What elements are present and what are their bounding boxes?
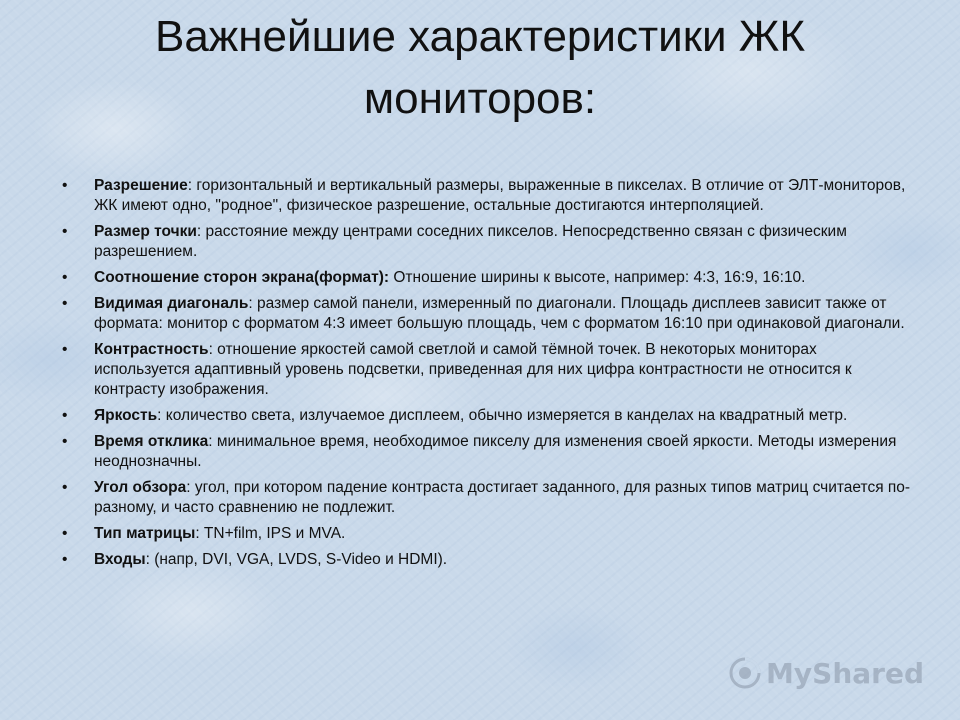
watermark-text: MyShared xyxy=(766,656,924,690)
bullet-item-contrast xyxy=(62,340,912,400)
bullet-term: Размер точки xyxy=(94,223,197,240)
watermark xyxy=(728,656,924,690)
bullet-text: : размер самой панели, измеренный по диагонали. Площадь дисплеев зависит также от формата: монитор с форматом 4:3 имеет большую площадь, чем с форматом 16:10 при одинаковой диагонали. xyxy=(94,295,905,332)
bullet-term: Яркость xyxy=(94,407,158,424)
bullet-term: Входы xyxy=(94,551,146,568)
bullet-text: : TN+film, IPS и MVA. xyxy=(195,525,346,542)
bullet-text: : горизонтальный и вертикальный размеры, выраженные в пикселах. В отличие от ЭЛТ-мониторов, ЖК имеют одно, "родное", физическое разрешение, остальные достигаются интерполяцией. xyxy=(94,177,906,214)
bullet-icon: • xyxy=(62,407,68,424)
bullet-text: : минимальное время, необходимое пикселу для изменения своей яркости. Методы измерения неоднозначны. xyxy=(94,433,897,470)
bullet-icon: • xyxy=(62,223,68,240)
bullet-item-brightness xyxy=(62,406,912,426)
bullet-term: Соотношение сторон экрана(формат): xyxy=(94,269,390,286)
bullet-item-viewing-angle xyxy=(62,478,912,518)
bullet-icon: • xyxy=(62,341,68,358)
bullet-item-aspect-ratio xyxy=(62,268,912,288)
bullet-term: Тип матрицы xyxy=(94,525,196,542)
bullet-item-matrix-type xyxy=(62,524,912,544)
bullet-text: : расстояние между центрами соседних пикселов. Непосредственно связан с физическим разрешением. xyxy=(94,223,847,260)
bullet-text: Отношение ширины к высоте, например: 4:3, 16:9, 16:10. xyxy=(389,269,806,286)
bullet-item-response-time xyxy=(62,432,912,472)
bullet-item-resolution xyxy=(62,176,912,216)
bullet-text: : (напр, DVI, VGA, LVDS, S-Video и HDMI). xyxy=(145,551,448,568)
bullet-icon: • xyxy=(62,433,68,450)
bullet-term: Контрастность xyxy=(94,341,209,358)
bullet-icon: • xyxy=(62,177,68,194)
myshared-logo-icon xyxy=(728,656,762,690)
bullet-term: Видимая диагональ xyxy=(94,295,249,312)
bullet-icon: • xyxy=(62,525,68,542)
bullet-text: : количество света, излучаемое дисплеем, обычно измеряется в канделах на квадратный метр. xyxy=(157,407,848,424)
bullet-term: Угол обзора xyxy=(94,479,187,496)
bullet-text: : угол, при котором падение контраста достигает заданного, для разных типов матриц считается по-разному, и часто сравнению не подлежит. xyxy=(94,479,911,516)
bullet-icon: • xyxy=(62,269,68,286)
bullet-term: Разрешение xyxy=(94,177,188,194)
bullet-item-dot-pitch xyxy=(62,222,912,262)
bullet-item-diagonal xyxy=(62,294,912,334)
bullet-term: Время отклика xyxy=(94,433,209,450)
bullet-icon: • xyxy=(62,551,68,568)
bullet-item-inputs xyxy=(62,550,912,570)
bullet-list xyxy=(62,176,912,576)
bullet-icon: • xyxy=(62,479,68,496)
bullet-text: : отношение яркостей самой светлой и самой тёмной точек. В некоторых мониторах используется адаптивный уровень подсветки, приведенная для них цифра контрастности не относится к контрасту изображения. xyxy=(94,341,852,398)
slide-title: Важнейшие характеристики ЖК мониторов: xyxy=(154,12,806,123)
bullet-icon: • xyxy=(62,295,68,312)
